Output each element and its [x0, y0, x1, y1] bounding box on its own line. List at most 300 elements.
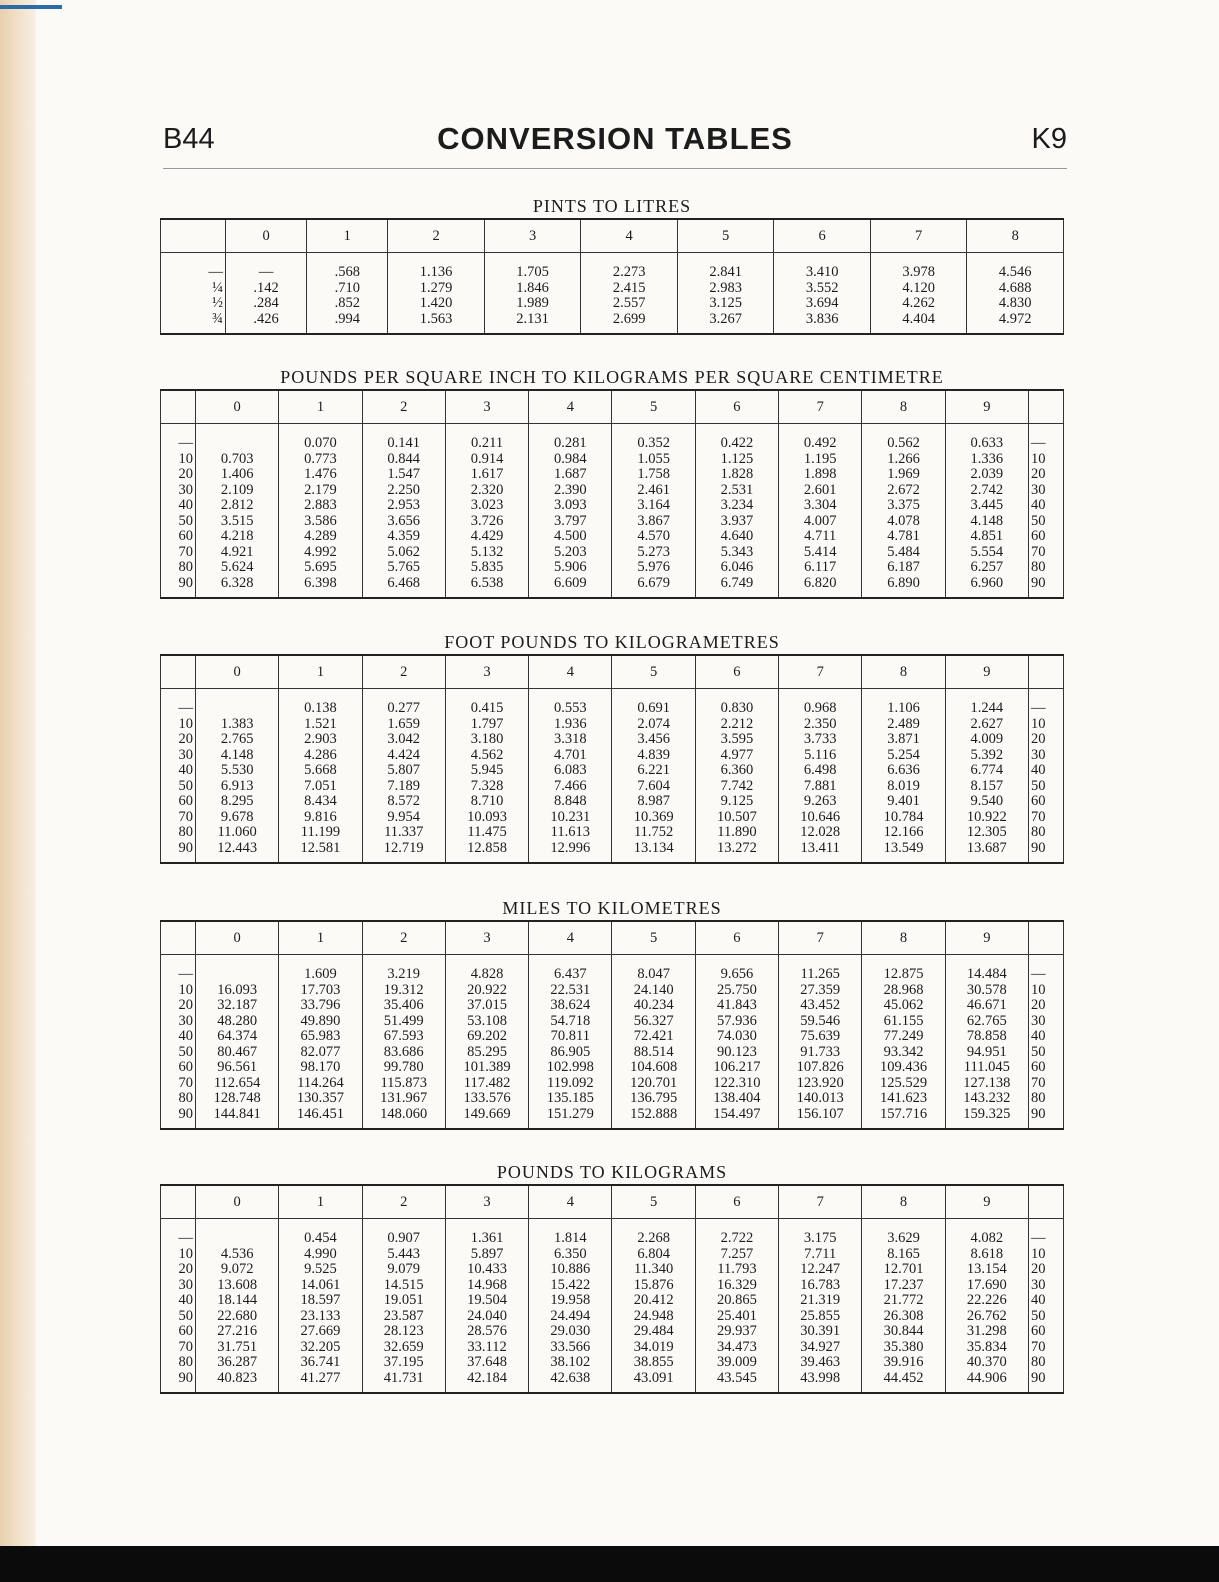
table-row — [161, 779, 1064, 795]
value-cell: 24.948 — [612, 1309, 695, 1325]
value-cell: 10.646 — [779, 810, 862, 826]
value-cell: 3.180 — [445, 732, 528, 748]
value-cell: 25.750 — [695, 983, 778, 999]
corner-cell — [161, 219, 226, 253]
value-cell: 2.320 — [445, 483, 528, 499]
row-label-right: 10 — [1029, 717, 1064, 733]
row-label-right: 10 — [1029, 1247, 1064, 1263]
value-cell: 35.834 — [945, 1340, 1028, 1356]
value-cell: 2.273 — [581, 253, 678, 281]
value-cell: 11.340 — [612, 1262, 695, 1278]
row-label-right: 60 — [1029, 794, 1064, 810]
column-header: 3 — [484, 219, 581, 253]
row-label: 10 — [161, 1247, 196, 1263]
value-cell: 80.467 — [196, 1045, 279, 1061]
page-code-right: K9 — [1031, 123, 1067, 155]
value-cell: 3.234 — [695, 498, 778, 514]
row-label: 70 — [161, 810, 196, 826]
table-header-row — [161, 1185, 1064, 1219]
value-cell: 0.454 — [279, 1219, 362, 1247]
value-cell: 41.277 — [279, 1371, 362, 1394]
row-label: ½ — [161, 296, 226, 312]
value-cell: 8.165 — [862, 1247, 945, 1263]
value-cell: 17.690 — [945, 1278, 1028, 1294]
column-header: 0 — [196, 921, 279, 955]
row-label-right: — — [1029, 424, 1064, 452]
row-label-right: 80 — [1029, 825, 1064, 841]
table-row — [161, 1371, 1064, 1394]
value-cell: 46.671 — [945, 998, 1028, 1014]
value-cell: 6.820 — [779, 576, 862, 599]
value-cell: 154.497 — [695, 1107, 778, 1130]
corner-cell — [161, 1185, 196, 1219]
value-cell: 4.546 — [967, 253, 1064, 281]
value-cell: 13.411 — [779, 841, 862, 864]
value-cell: 130.357 — [279, 1091, 362, 1107]
value-cell: 61.155 — [862, 1014, 945, 1030]
value-cell: 101.389 — [445, 1060, 528, 1076]
value-cell: 2.627 — [945, 717, 1028, 733]
value-cell: 0.984 — [529, 452, 612, 468]
value-cell: 146.451 — [279, 1107, 362, 1130]
value-cell: 22.226 — [945, 1293, 1028, 1309]
value-cell: 4.570 — [612, 529, 695, 545]
value-cell: 1.244 — [945, 689, 1028, 717]
row-label: 30 — [161, 483, 196, 499]
value-cell: 18.597 — [279, 1293, 362, 1309]
row-label: — — [161, 424, 196, 452]
table-row — [161, 825, 1064, 841]
row-label: 80 — [161, 1355, 196, 1371]
value-cell: 5.530 — [196, 763, 279, 779]
value-cell: 14.968 — [445, 1278, 528, 1294]
value-cell: 4.218 — [196, 529, 279, 545]
value-cell: 5.976 — [612, 560, 695, 576]
value-cell: 3.867 — [612, 514, 695, 530]
value-cell: 2.672 — [862, 483, 945, 499]
value-cell: 102.998 — [529, 1060, 612, 1076]
value-cell: 1.383 — [196, 717, 279, 733]
value-cell: 25.855 — [779, 1309, 862, 1325]
column-header: 8 — [862, 921, 945, 955]
value-cell: 70.811 — [529, 1029, 612, 1045]
corner-cell — [1029, 655, 1064, 689]
value-cell: 11.752 — [612, 825, 695, 841]
value-cell: 13.134 — [612, 841, 695, 864]
value-cell: 6.083 — [529, 763, 612, 779]
value-cell: 10.093 — [445, 810, 528, 826]
value-cell: 1.846 — [484, 281, 581, 297]
value-cell: 0.070 — [279, 424, 362, 452]
row-label-right: — — [1029, 955, 1064, 983]
row-label: 40 — [161, 763, 196, 779]
column-header: 7 — [779, 921, 862, 955]
table-row — [161, 1340, 1064, 1356]
value-cell: 45.062 — [862, 998, 945, 1014]
value-cell: 1.361 — [445, 1219, 528, 1247]
column-header: 6 — [695, 1185, 778, 1219]
value-cell: 42.184 — [445, 1371, 528, 1394]
value-cell: 6.749 — [695, 576, 778, 599]
column-header: 8 — [862, 390, 945, 424]
table-row — [161, 689, 1064, 717]
value-cell: 17.703 — [279, 983, 362, 999]
value-cell: 4.640 — [695, 529, 778, 545]
value-cell: 6.360 — [695, 763, 778, 779]
value-cell: 21.319 — [779, 1293, 862, 1309]
table-row — [161, 545, 1064, 561]
table-row — [161, 1324, 1064, 1340]
value-cell: 88.514 — [612, 1045, 695, 1061]
value-cell: 5.116 — [779, 748, 862, 764]
value-cell: 5.906 — [529, 560, 612, 576]
value-cell: 5.668 — [279, 763, 362, 779]
row-label: 80 — [161, 825, 196, 841]
value-cell: 2.109 — [196, 483, 279, 499]
value-cell: 11.265 — [779, 955, 862, 983]
value-cell: 5.484 — [862, 545, 945, 561]
row-label: 70 — [161, 545, 196, 561]
value-cell: 1.055 — [612, 452, 695, 468]
value-cell: 91.733 — [779, 1045, 862, 1061]
table-title: POUNDS PER SQUARE INCH TO KILOGRAMS PER SQUARE CENTIMETRE — [280, 367, 944, 387]
row-label-right: 70 — [1029, 1340, 1064, 1356]
value-cell: 41.843 — [695, 998, 778, 1014]
value-cell: 114.264 — [279, 1076, 362, 1092]
value-cell: 12.305 — [945, 825, 1028, 841]
value-cell: 3.871 — [862, 732, 945, 748]
row-label: 50 — [161, 779, 196, 795]
value-cell: 125.529 — [862, 1076, 945, 1092]
value-cell: 127.138 — [945, 1076, 1028, 1092]
value-cell: 9.816 — [279, 810, 362, 826]
row-label: 30 — [161, 748, 196, 764]
column-header: 2 — [362, 1185, 445, 1219]
value-cell: 4.828 — [445, 955, 528, 983]
value-cell: 7.711 — [779, 1247, 862, 1263]
row-label-right: 60 — [1029, 1324, 1064, 1340]
value-cell: 111.045 — [945, 1060, 1028, 1076]
value-cell: 24.494 — [529, 1309, 612, 1325]
value-cell: 4.992 — [279, 545, 362, 561]
table-row — [161, 560, 1064, 576]
table-row — [161, 1309, 1064, 1325]
value-cell: 8.047 — [612, 955, 695, 983]
value-cell: 3.836 — [774, 312, 871, 335]
row-label: 70 — [161, 1076, 196, 1092]
column-header: 1 — [307, 219, 388, 253]
value-cell: 5.132 — [445, 545, 528, 561]
column-header: 5 — [677, 219, 774, 253]
value-cell: 4.262 — [870, 296, 967, 312]
value-cell: 13.154 — [945, 1262, 1028, 1278]
value-cell: 1.617 — [445, 467, 528, 483]
value-cell: 2.765 — [196, 732, 279, 748]
value-cell: 131.967 — [362, 1091, 445, 1107]
column-header: 0 — [196, 1185, 279, 1219]
value-cell: 4.120 — [870, 281, 967, 297]
value-cell: 20.922 — [445, 983, 528, 999]
value-cell: 4.500 — [529, 529, 612, 545]
column-header: 9 — [945, 1185, 1028, 1219]
column-header: 0 — [196, 390, 279, 424]
value-cell: 5.062 — [362, 545, 445, 561]
value-cell: 1.687 — [529, 467, 612, 483]
value-cell: 0.211 — [445, 424, 528, 452]
row-label: — — [161, 689, 196, 717]
table-row — [161, 1247, 1064, 1263]
value-cell: 4.078 — [862, 514, 945, 530]
value-cell: 41.731 — [362, 1371, 445, 1394]
value-cell: 8.710 — [445, 794, 528, 810]
row-label: 30 — [161, 1014, 196, 1030]
value-cell: 9.954 — [362, 810, 445, 826]
value-cell: 29.030 — [529, 1324, 612, 1340]
value-cell: 8.572 — [362, 794, 445, 810]
value-cell: 6.350 — [529, 1247, 612, 1263]
value-cell: 25.401 — [695, 1309, 778, 1325]
value-cell: 12.875 — [862, 955, 945, 983]
value-cell: 30.391 — [779, 1324, 862, 1340]
value-cell: 10.784 — [862, 810, 945, 826]
value-cell: 4.990 — [279, 1247, 362, 1263]
table-row — [161, 1278, 1064, 1294]
value-cell: 6.636 — [862, 763, 945, 779]
value-cell: 7.881 — [779, 779, 862, 795]
value-cell: 4.289 — [279, 529, 362, 545]
value-cell: 37.015 — [445, 998, 528, 1014]
value-cell: 16.093 — [196, 983, 279, 999]
value-cell: .142 — [226, 281, 307, 297]
value-cell: 2.557 — [581, 296, 678, 312]
value-cell: 2.812 — [196, 498, 279, 514]
value-cell: 148.060 — [362, 1107, 445, 1130]
row-label-right: 40 — [1029, 763, 1064, 779]
value-cell: 74.030 — [695, 1029, 778, 1045]
value-cell: 156.107 — [779, 1107, 862, 1130]
value-cell: 152.888 — [612, 1107, 695, 1130]
value-cell: 6.257 — [945, 560, 1028, 576]
value-cell: 8.157 — [945, 779, 1028, 795]
value-cell: 3.125 — [677, 296, 774, 312]
value-cell: 10.369 — [612, 810, 695, 826]
value-cell: 0.907 — [362, 1219, 445, 1247]
value-cell: 23.587 — [362, 1309, 445, 1325]
value-cell: 5.554 — [945, 545, 1028, 561]
value-cell: 24.140 — [612, 983, 695, 999]
column-header: 5 — [612, 655, 695, 689]
value-cell: 4.429 — [445, 529, 528, 545]
value-cell: 1.814 — [529, 1219, 612, 1247]
value-cell: 3.093 — [529, 498, 612, 514]
table-header-row — [161, 921, 1064, 955]
table-row — [161, 763, 1064, 779]
table-row — [161, 424, 1064, 452]
value-cell: 13.549 — [862, 841, 945, 864]
value-cell: 30.844 — [862, 1324, 945, 1340]
table-row — [161, 998, 1064, 1014]
value-cell: 94.951 — [945, 1045, 1028, 1061]
column-header: 0 — [226, 219, 307, 253]
value-cell: 3.694 — [774, 296, 871, 312]
conversion-table — [160, 218, 1064, 335]
value-cell: 3.515 — [196, 514, 279, 530]
value-cell: 20.865 — [695, 1293, 778, 1309]
value-cell: 43.545 — [695, 1371, 778, 1394]
value-cell: 49.890 — [279, 1014, 362, 1030]
value-cell: 2.742 — [945, 483, 1028, 499]
row-label: — — [161, 253, 226, 281]
value-cell: 28.123 — [362, 1324, 445, 1340]
value-cell: 0.553 — [529, 689, 612, 717]
value-cell: 120.701 — [612, 1076, 695, 1092]
value-cell: 3.164 — [612, 498, 695, 514]
row-label: 10 — [161, 717, 196, 733]
value-cell: 96.561 — [196, 1060, 279, 1076]
value-cell: 7.604 — [612, 779, 695, 795]
value-cell: 19.051 — [362, 1293, 445, 1309]
table-row — [161, 296, 1064, 312]
value-cell: 36.287 — [196, 1355, 279, 1371]
value-cell: 6.538 — [445, 576, 528, 599]
column-header: 7 — [779, 655, 862, 689]
row-label-right: 80 — [1029, 560, 1064, 576]
value-cell: 1.336 — [945, 452, 1028, 468]
value-cell: 4.404 — [870, 312, 967, 335]
pounds-to-kilograms-section — [160, 1160, 1064, 1394]
table-row — [161, 1219, 1064, 1247]
value-cell: 1.406 — [196, 467, 279, 483]
value-cell: 6.468 — [362, 576, 445, 599]
value-cell: 1.659 — [362, 717, 445, 733]
value-cell: 90.123 — [695, 1045, 778, 1061]
value-cell: 0.633 — [945, 424, 1028, 452]
value-cell: 4.830 — [967, 296, 1064, 312]
value-cell: 2.699 — [581, 312, 678, 335]
value-cell: 6.774 — [945, 763, 1028, 779]
value-cell: 39.916 — [862, 1355, 945, 1371]
table-row — [161, 955, 1064, 983]
value-cell: 13.687 — [945, 841, 1028, 864]
corner-cell — [161, 390, 196, 424]
value-cell: 11.890 — [695, 825, 778, 841]
psi-to-kgcm2-section — [160, 365, 1064, 599]
value-cell: 9.656 — [695, 955, 778, 983]
value-cell: 23.133 — [279, 1309, 362, 1325]
value-cell: 33.566 — [529, 1340, 612, 1356]
value-cell: 5.414 — [779, 545, 862, 561]
value-cell: 6.960 — [945, 576, 1028, 599]
value-cell: 4.562 — [445, 748, 528, 764]
column-header: 7 — [779, 390, 862, 424]
value-cell: 119.092 — [529, 1076, 612, 1092]
value-cell: 9.079 — [362, 1262, 445, 1278]
column-header: 9 — [945, 921, 1028, 955]
value-cell: 0.703 — [196, 452, 279, 468]
value-cell: 6.679 — [612, 576, 695, 599]
value-cell: 1.125 — [695, 452, 778, 468]
table-row — [161, 1355, 1064, 1371]
value-cell: 7.051 — [279, 779, 362, 795]
row-label-right: 10 — [1029, 452, 1064, 468]
value-cell: 2.415 — [581, 281, 678, 297]
value-cell: 98.170 — [279, 1060, 362, 1076]
value-cell: 4.851 — [945, 529, 1028, 545]
table-row — [161, 452, 1064, 468]
row-label-right: 90 — [1029, 1371, 1064, 1394]
value-cell: 12.701 — [862, 1262, 945, 1278]
row-label: 90 — [161, 1107, 196, 1130]
value-cell — [196, 955, 279, 983]
column-header: 4 — [581, 219, 678, 253]
column-header: 3 — [445, 390, 528, 424]
value-cell: 35.380 — [862, 1340, 945, 1356]
value-cell: 14.061 — [279, 1278, 362, 1294]
value-cell: 9.678 — [196, 810, 279, 826]
value-cell — [196, 1219, 279, 1247]
value-cell: 10.922 — [945, 810, 1028, 826]
row-label-right: 50 — [1029, 514, 1064, 530]
value-cell: .852 — [307, 296, 388, 312]
value-cell: 24.040 — [445, 1309, 528, 1325]
value-cell: 2.903 — [279, 732, 362, 748]
table-row — [161, 1293, 1064, 1309]
row-label-right: 80 — [1029, 1355, 1064, 1371]
value-cell: 4.688 — [967, 281, 1064, 297]
value-cell: 3.978 — [870, 253, 967, 281]
value-cell: 37.648 — [445, 1355, 528, 1371]
value-cell: 4.536 — [196, 1247, 279, 1263]
value-cell: 11.475 — [445, 825, 528, 841]
row-label-right: 30 — [1029, 1014, 1064, 1030]
value-cell: 14.484 — [945, 955, 1028, 983]
column-header: 2 — [388, 219, 485, 253]
value-cell: 5.273 — [612, 545, 695, 561]
value-cell: 7.257 — [695, 1247, 778, 1263]
value-cell: 1.705 — [484, 253, 581, 281]
value-cell: 5.443 — [362, 1247, 445, 1263]
scan-bottom-bar — [0, 1546, 1219, 1582]
value-cell: 38.624 — [529, 998, 612, 1014]
value-cell: 133.576 — [445, 1091, 528, 1107]
value-cell: 0.691 — [612, 689, 695, 717]
value-cell: 53.108 — [445, 1014, 528, 1030]
value-cell: 9.072 — [196, 1262, 279, 1278]
table-row — [161, 983, 1064, 999]
value-cell: 5.835 — [445, 560, 528, 576]
column-header: 2 — [362, 390, 445, 424]
value-cell: 0.830 — [695, 689, 778, 717]
value-cell: 106.217 — [695, 1060, 778, 1076]
value-cell: 18.144 — [196, 1293, 279, 1309]
table-header-row — [161, 655, 1064, 689]
value-cell: 12.581 — [279, 841, 362, 864]
value-cell: 12.858 — [445, 841, 528, 864]
row-label-right: 30 — [1029, 1278, 1064, 1294]
value-cell: 2.722 — [695, 1219, 778, 1247]
value-cell: 67.593 — [362, 1029, 445, 1045]
table-row — [161, 514, 1064, 530]
value-cell: 6.498 — [779, 763, 862, 779]
value-cell: 3.410 — [774, 253, 871, 281]
value-cell: 10.886 — [529, 1262, 612, 1278]
row-label: 40 — [161, 1293, 196, 1309]
column-header: 3 — [445, 921, 528, 955]
value-cell: 136.795 — [612, 1091, 695, 1107]
value-cell: 1.609 — [279, 955, 362, 983]
row-label: 20 — [161, 998, 196, 1014]
value-cell: 2.601 — [779, 483, 862, 499]
